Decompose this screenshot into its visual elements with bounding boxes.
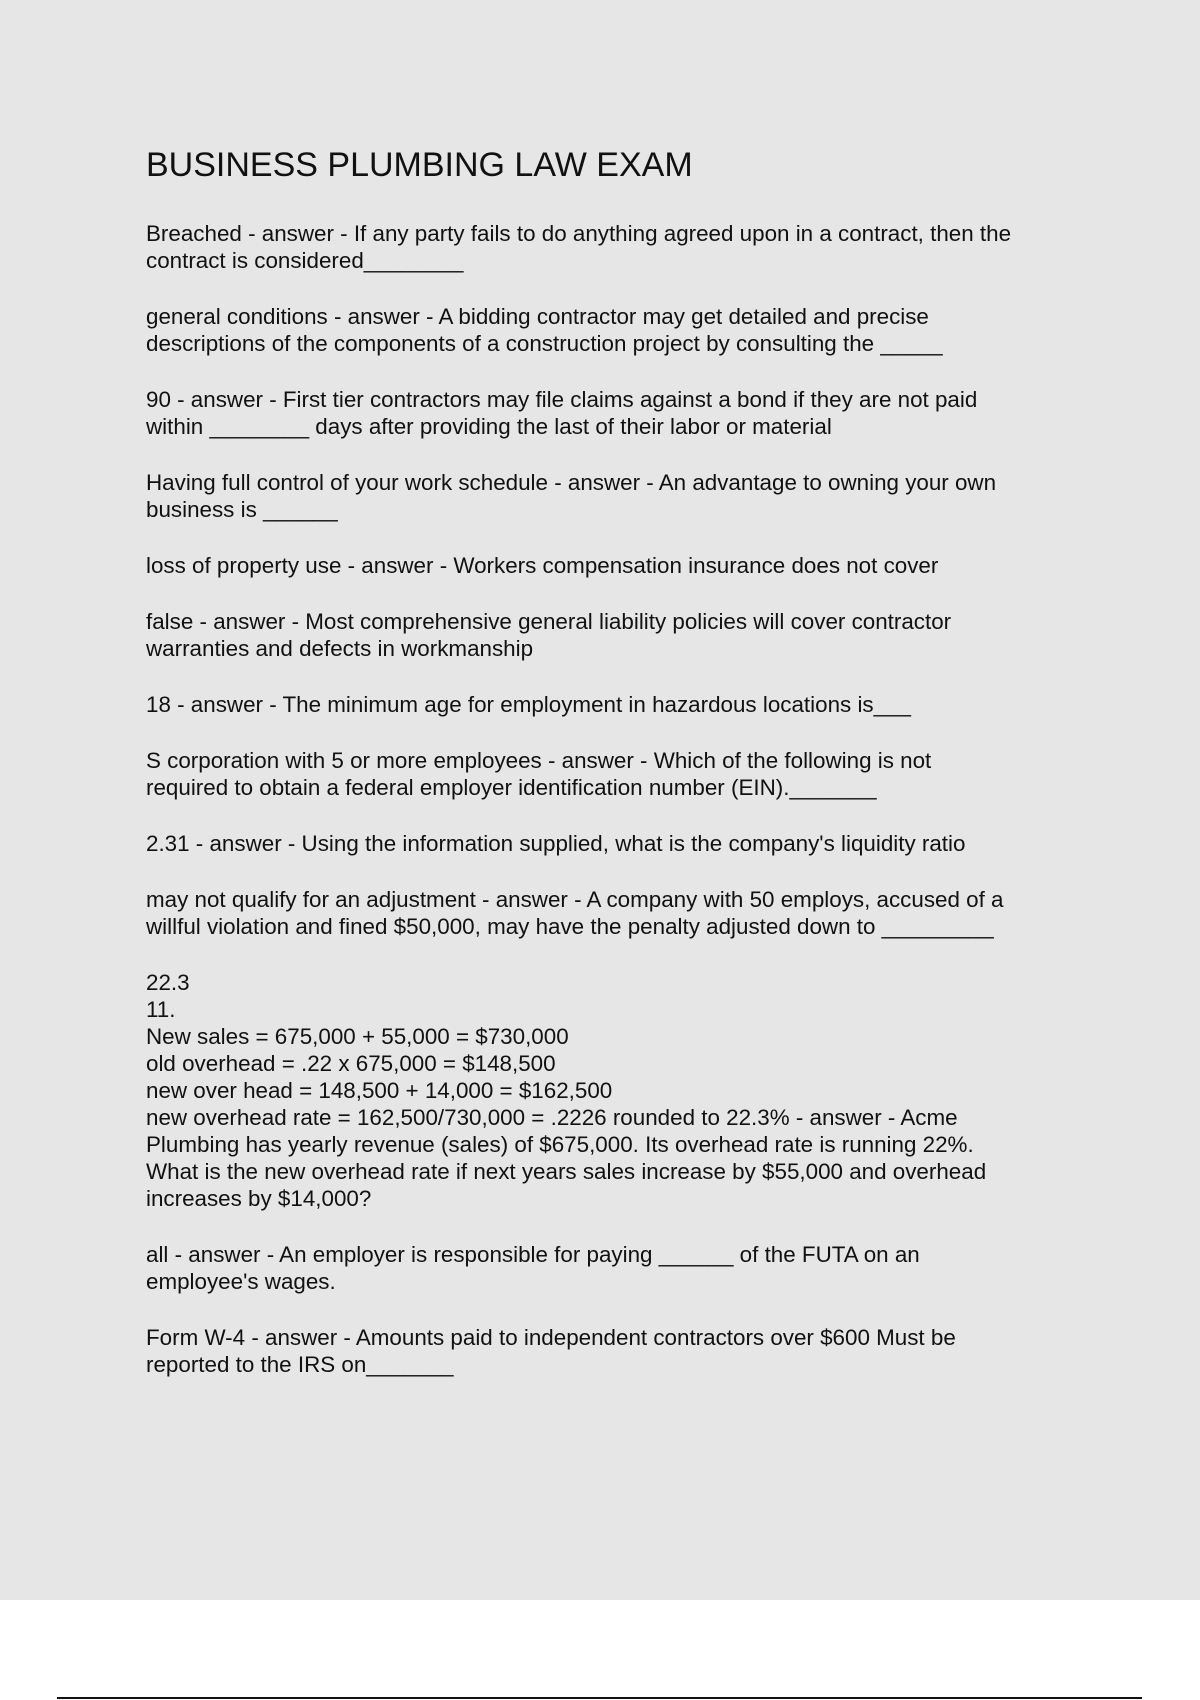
qa-entry: Form W-4 - answer - Amounts paid to independent contractors over $600 Must be reported to the IRS on_______: [146, 1325, 956, 1377]
qa-entry: S corporation with 5 or more employees - answer - Which of the following is not required to obtain a federal employer identification number (EIN)._______: [146, 748, 932, 800]
qa-entry: Having full control of your work schedule - answer - An advantage to owning your own business is ______: [146, 470, 997, 522]
qa-entry: false - answer - Most comprehensive general liability policies will cover contractor warranties and defects in workmanship: [146, 609, 952, 661]
qa-entry: 18 - answer - The minimum age for employment in hazardous locations is___: [146, 692, 911, 717]
qa-entry: 22.3 11. New sales = 675,000 + 55,000 = $730,000 old overhead = .22 x 675,000 = $148,500 new over head = 148,500 + 14,000 = $162,500 new overhead rate = 162,500/730,000 = .2226 rounded to 22.3% - answer - Acme Plumbing has yearly revenue (sales) of $675,000. Its overhead rate is running 22%. What is the new overhead rate if next years sales increase by $55,000 and overhead increases by $14,000?: [146, 970, 987, 1211]
qa-entry: may not qualify for an adjustment - answer - A company with 50 employs, accused of a willful violation and fined $50,000, may have the penalty adjusted down to _________: [146, 887, 1004, 939]
document-title: BUSINESS PLUMBING LAW EXAM: [146, 146, 693, 184]
qa-entry: loss of property use - answer - Workers compensation insurance does not cover: [146, 553, 939, 578]
qa-entry: 90 - answer - First tier contractors may file claims against a bond if they are not paid within ________ days after providing the last of their labor or material: [146, 387, 978, 439]
qa-entry: Breached - answer - If any party fails to do anything agreed upon in a contract, then the contract is considered________: [146, 221, 1012, 273]
qa-entry: 2.31 - answer - Using the information supplied, what is the company's liquidity ratio: [146, 831, 966, 856]
qa-entry: general conditions - answer - A bidding contractor may get detailed and precise descriptions of the components of a construction project by consulting the _____: [146, 304, 943, 356]
document-content: [146, 142, 1096, 1407]
qa-entry: all - answer - An employer is responsible for paying ______ of the FUTA on an employee's wages.: [146, 1242, 920, 1294]
footer-divider: [57, 1697, 1142, 1699]
